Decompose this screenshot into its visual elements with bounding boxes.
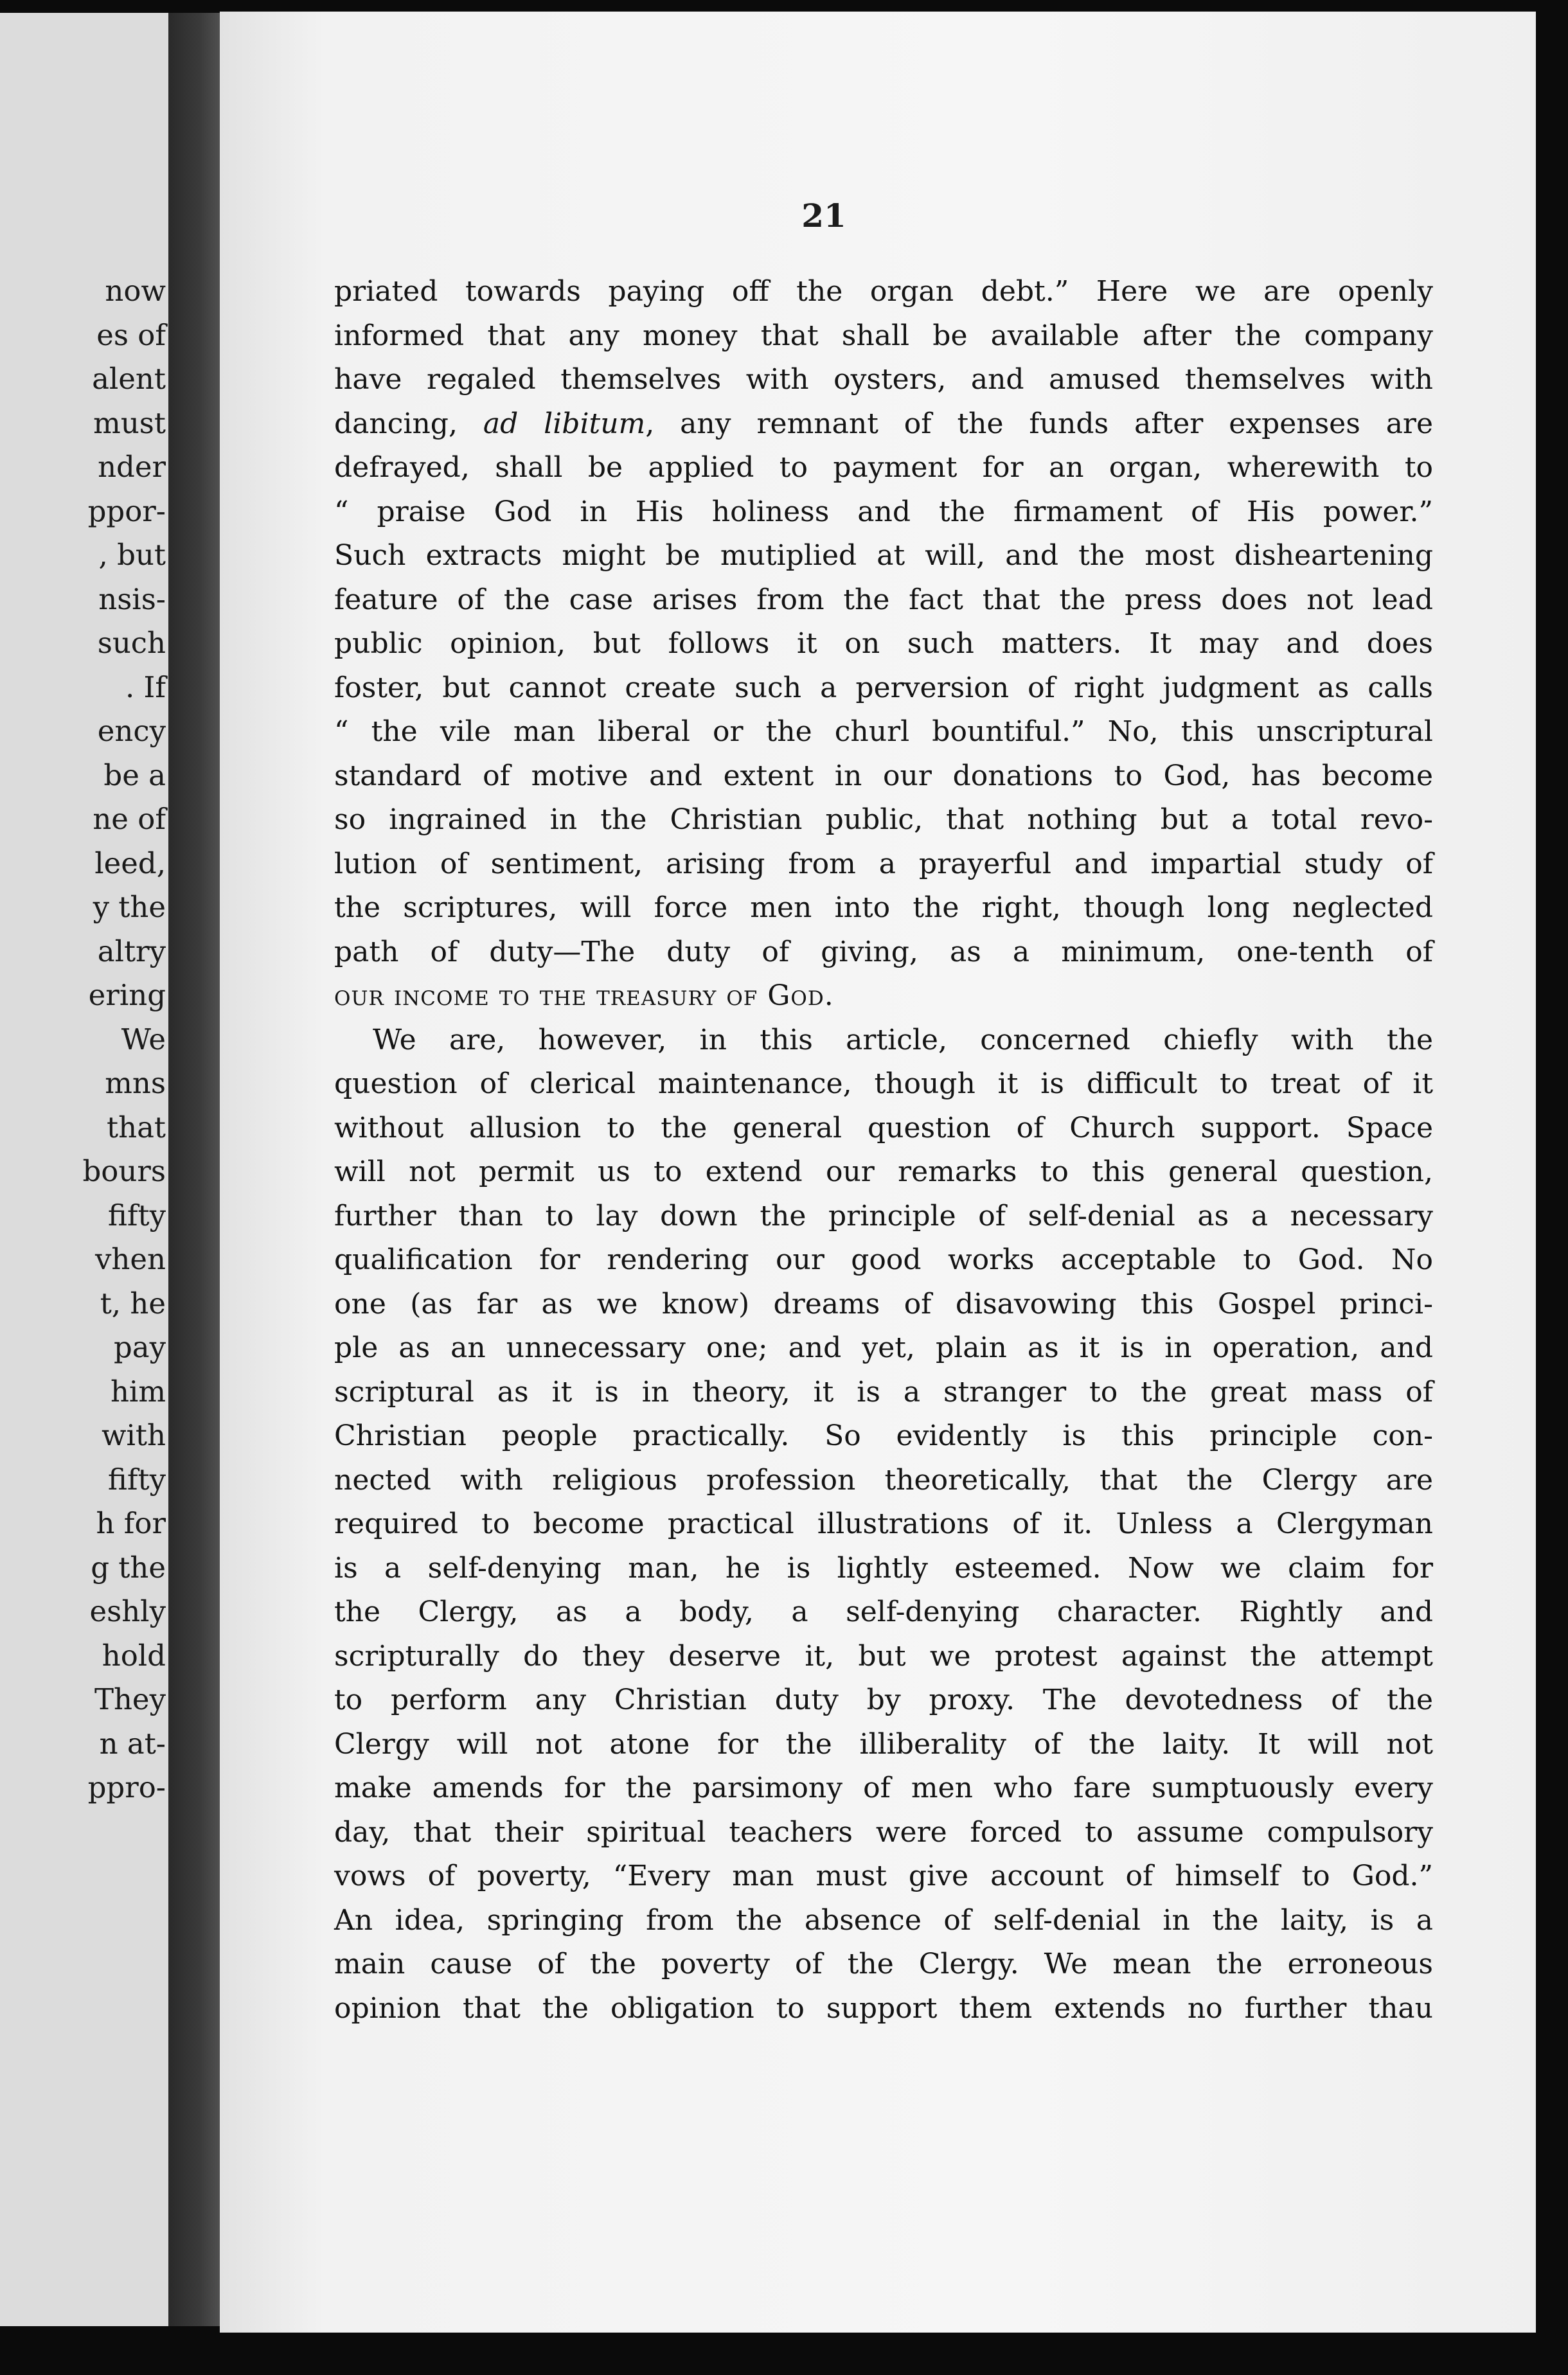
body-text (334, 270, 1433, 2031)
facing-page-line-fragment: . If (125, 670, 166, 704)
facing-page-line-fragment: now (105, 274, 166, 308)
facing-page-line-fragment: ering (88, 978, 166, 1012)
text-line: defrayed, shall be applied to payment for an organ, wherewith to (334, 451, 1433, 484)
text-line: make amends for the parsimony of men who fare sumptuously every (334, 1772, 1433, 1804)
text-line: our income to the treasury of God. (334, 979, 834, 1012)
text-line: Such extracts might be mutiplied at will, and the most disheartening (334, 539, 1433, 572)
text-line: qualification for rendering our good works acceptable to God. No (334, 1243, 1433, 1276)
text-line: the scriptures, will force men into the right, though long neglected (334, 891, 1433, 924)
facing-page-line-fragment: ppro- (87, 1770, 166, 1804)
facing-page-line-fragment: that (107, 1110, 166, 1144)
facing-page-line-fragment: altry (97, 934, 166, 968)
text-line: “ the vile man liberal or the churl bountiful.” No, this unscriptural (334, 715, 1433, 748)
facing-page-line-fragment: must (93, 405, 166, 440)
facing-page-line-fragment: fifty (107, 1462, 166, 1497)
text-line: An idea, springing from the absence of self-denial in the laity, is a (334, 1903, 1433, 1937)
paragraph-start-line: We are, however, in this article, concerned chiefly with the (373, 1023, 1433, 1056)
facing-page-line-fragment: n at- (99, 1726, 166, 1761)
text-line: “ praise God in His holiness and the firmament of His power.” (334, 495, 1433, 528)
text-line: the Clergy, as a body, a self-denying character. Rightly and (334, 1596, 1433, 1628)
text-line: scripturally do they deserve it, but we protest against the attempt (334, 1639, 1433, 1673)
text-line: opinion that the obligation to support them extends no further thau (334, 1991, 1433, 2025)
text-line: to perform any Christian duty by proxy. The devotedness of the (334, 1684, 1433, 1716)
text-line: priated towards paying off the organ debt.” Here we are openly (334, 275, 1433, 308)
facing-page-line-fragment: y the (93, 890, 166, 924)
facing-page-line-fragment: We (121, 1022, 166, 1056)
text-line: vows of poverty, “Every man must give account of himself to God.” (334, 1860, 1433, 1892)
facing-page-line-fragment: ppor- (87, 494, 166, 528)
text-line: required to become practical illustrations of it. Unless a Clergyman (334, 1508, 1433, 1540)
text-line: feature of the case arises from the fact that the press does not lead (334, 583, 1433, 616)
facing-page-line-fragment: vhen (94, 1242, 166, 1276)
facing-page-line-fragment: They (94, 1682, 166, 1716)
facing-page-line-fragment: fifty (107, 1198, 166, 1232)
text-line: one (as far as we know) dreams of disavowing this Gospel princi- (334, 1287, 1433, 1321)
text-line: will not permit us to extend our remarks to this general question, (334, 1155, 1433, 1188)
text-line: nected with religious profession theoretically, that the Clergy are (334, 1463, 1433, 1497)
facing-page-line-fragment: hold (102, 1638, 166, 1673)
text-line: Clergy will not atone for the illiberality of the laity. It will not (334, 1727, 1433, 1761)
text-line: scriptural as it is in theory, it is a stranger to the great mass of (334, 1375, 1433, 1409)
text-line: lution of sentiment, arising from a prayerful and impartial study of (334, 847, 1433, 880)
facing-page-line-fragment: es of (96, 317, 166, 352)
facing-page-line-fragment: nsis- (98, 582, 166, 616)
facing-page-line-fragment: with (102, 1418, 166, 1452)
text-line: foster, but cannot create such a perversion of right judgment as calls (334, 671, 1433, 704)
text-line: have regaled themselves with oysters, and amused themselves with (334, 363, 1433, 396)
text-line: dancing, ad libitum, any remnant of the funds after expenses are (334, 407, 1433, 440)
facing-page-line-fragment: bours (82, 1154, 166, 1188)
book-page (220, 12, 1536, 2333)
text-line: path of duty—The duty of giving, as a minimum, one-tenth of (334, 935, 1433, 968)
text-line: day, that their spiritual teachers were forced to assume compulsory (334, 1815, 1433, 1849)
text-line: question of clerical maintenance, though it is difficult to treat of it (334, 1067, 1433, 1100)
text-line: ple as an unnecessary one; and yet, plain as it is in operation, and (334, 1331, 1433, 1364)
text-line: main cause of the poverty of the Clergy. We mean the erroneous (334, 1948, 1433, 1980)
facing-page-line-fragment: nder (98, 450, 166, 484)
text-line: standard of motive and extent in our donations to God, has become (334, 759, 1433, 792)
text-line: public opinion, but follows it on such matters. It may and does (334, 627, 1433, 660)
page-number: 21 (801, 197, 846, 235)
text-line: is a self-denying man, he is lightly esteemed. Now we claim for (334, 1551, 1433, 1585)
facing-page-fragment (0, 13, 168, 2326)
page-gutter (168, 13, 220, 2326)
facing-page-line-fragment: ency (97, 714, 166, 748)
facing-page-line-fragment: ne of (93, 802, 166, 836)
facing-page-line-fragment: mns (105, 1066, 166, 1100)
text-line: Christian people practically. So evidently is this principle con- (334, 1419, 1433, 1452)
facing-page-line-fragment: him (110, 1374, 166, 1409)
facing-page-line-fragment: such (97, 626, 166, 660)
facing-page-line-fragment: leed, (94, 846, 166, 880)
facing-page-line-fragment: alent (92, 362, 166, 396)
facing-page-line-fragment: h for (96, 1506, 166, 1540)
facing-page-line-fragment: g the (91, 1550, 166, 1585)
facing-page-line-fragment: , but (98, 538, 166, 572)
text-line: without allusion to the general question of Church support. Space (334, 1111, 1433, 1144)
italic-phrase: ad libitum (483, 407, 646, 440)
facing-page-line-fragment: eshly (89, 1594, 166, 1628)
text-line: so ingrained in the Christian public, that nothing but a total revo- (334, 803, 1433, 836)
facing-page-line-fragment: pay (113, 1330, 166, 1364)
facing-page-line-fragment: be a (103, 758, 166, 792)
text-line: further than to lay down the principle of self-denial as a necessary (334, 1199, 1433, 1232)
text-line: informed that any money that shall be available after the company (334, 319, 1433, 352)
facing-page-line-fragment: t, he (100, 1286, 166, 1321)
